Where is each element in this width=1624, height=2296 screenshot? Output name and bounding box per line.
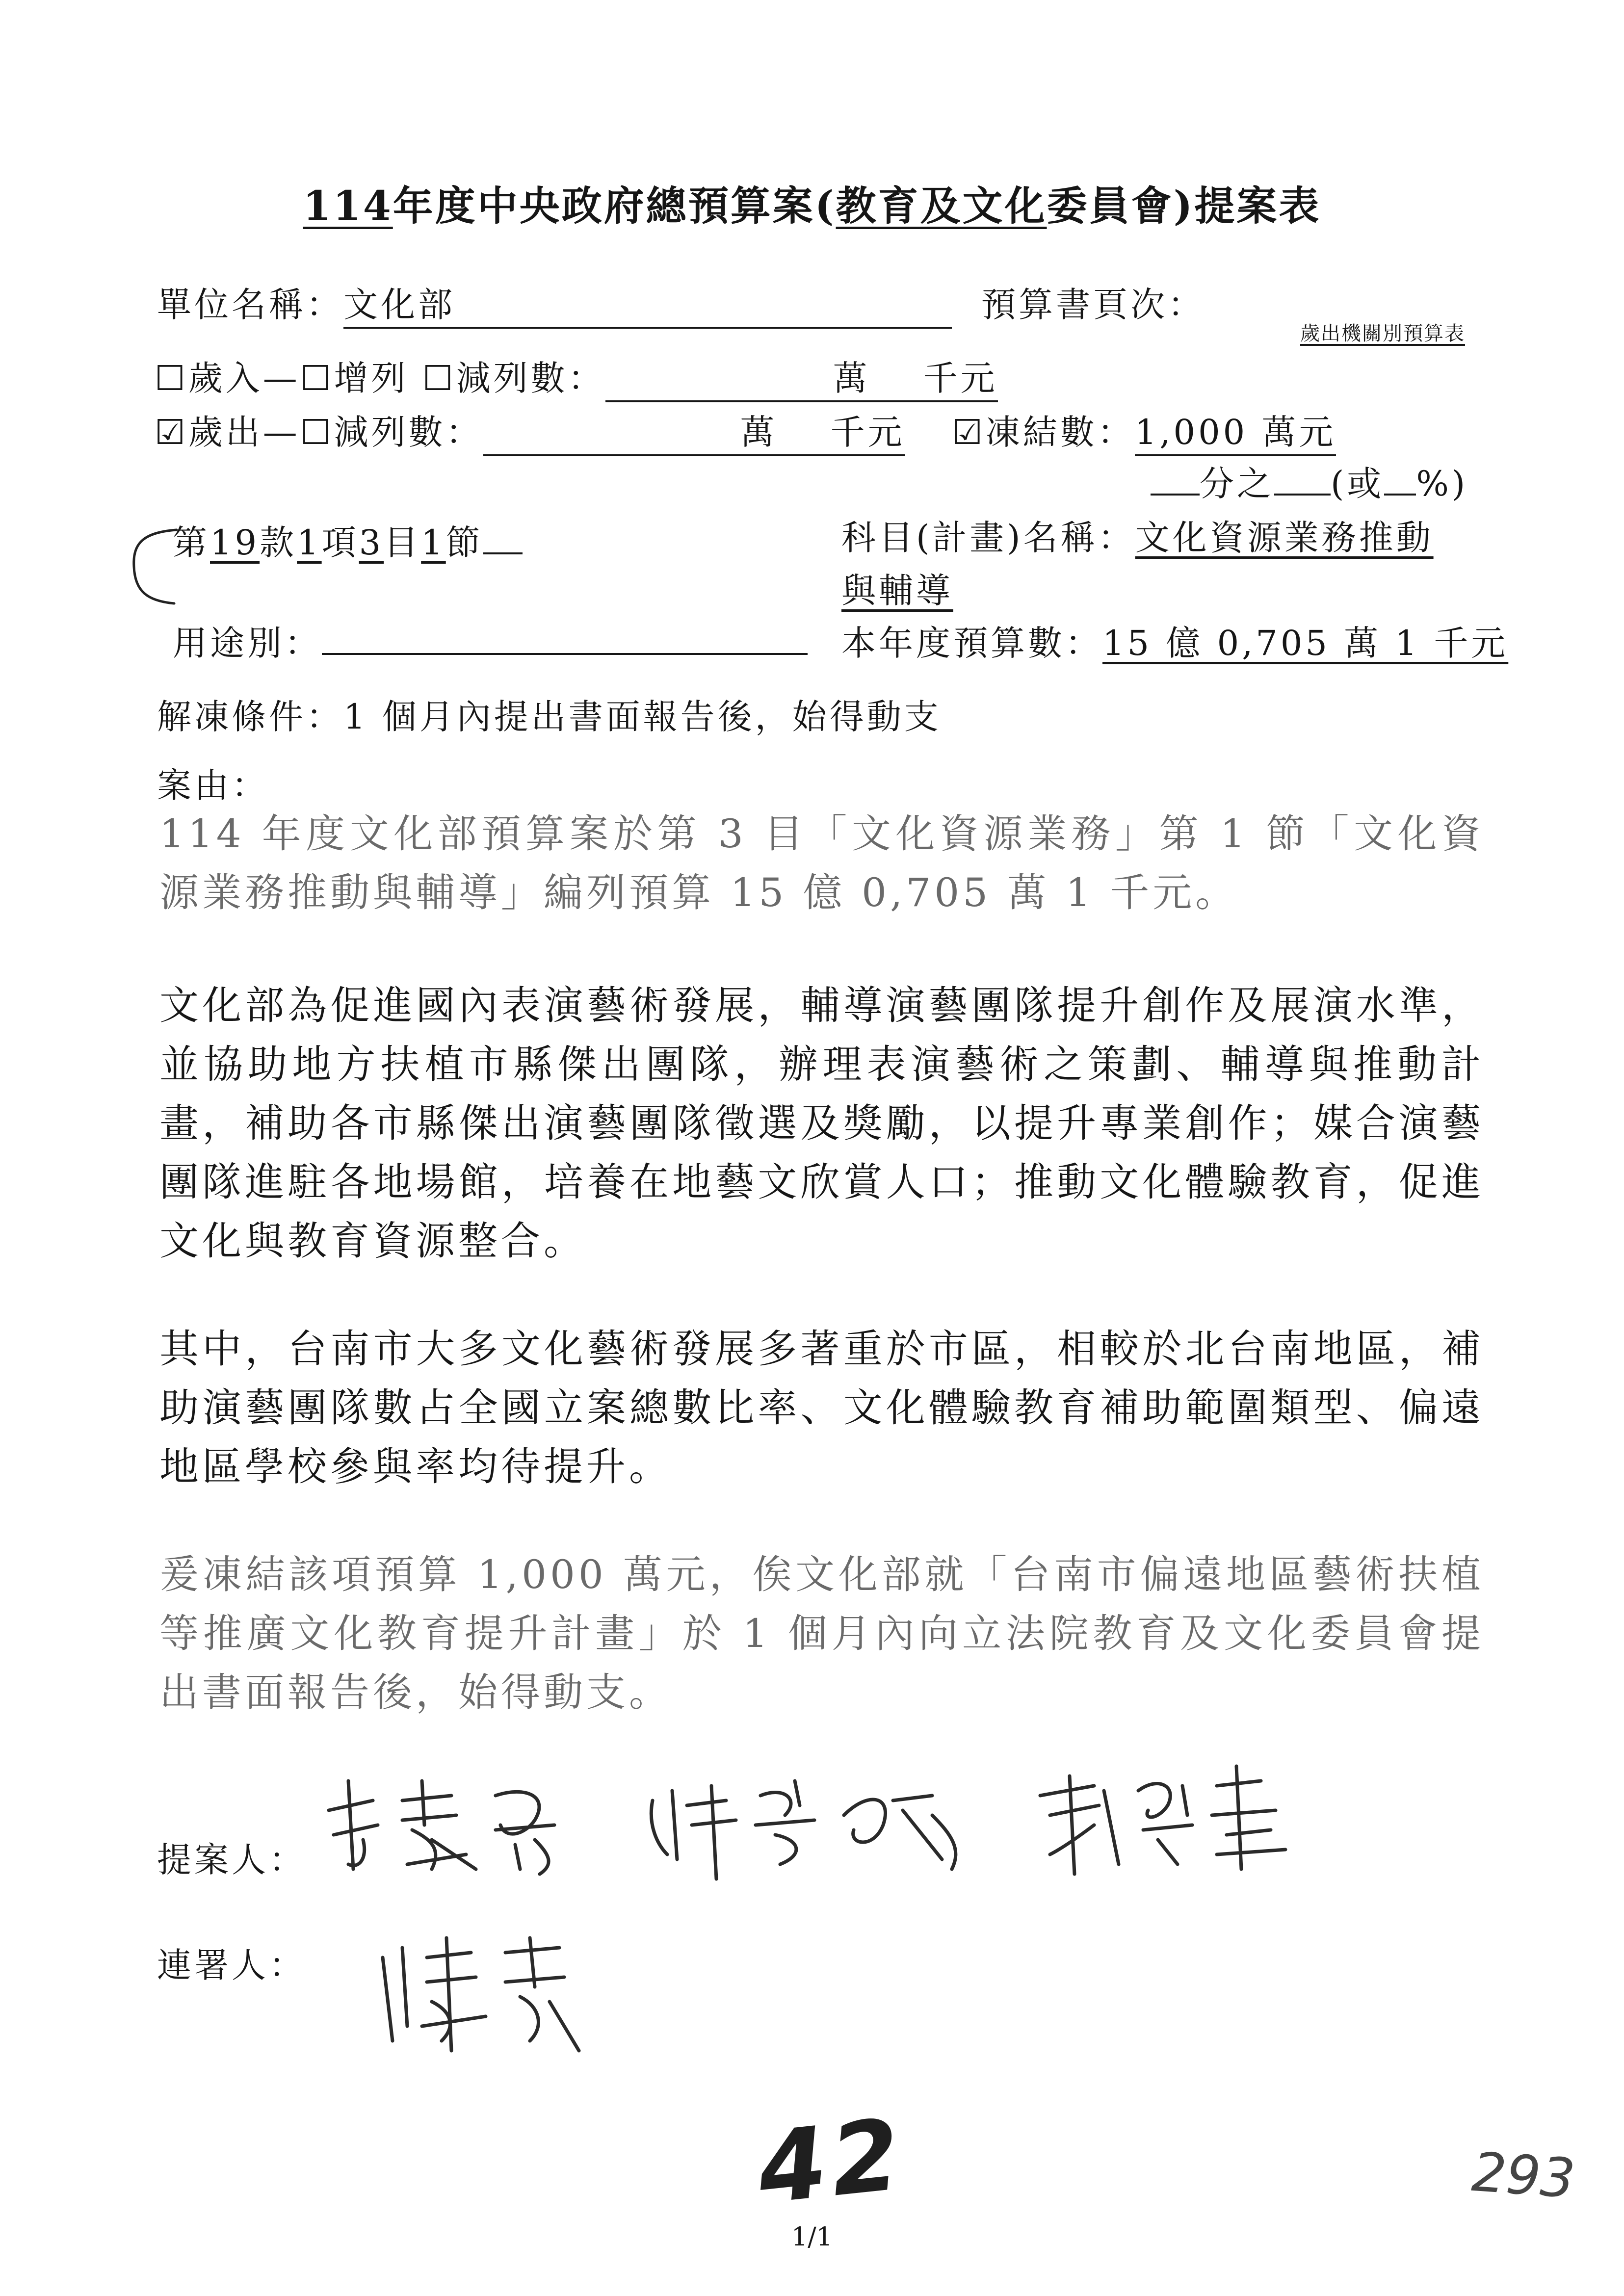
revenue-label: 歲入—: [188, 358, 300, 398]
unfreeze-condition: [157, 689, 942, 739]
title-prefix: 年度中央政府總預算案(: [393, 183, 836, 230]
expenditure-qianyuan-unit: 千元: [778, 405, 905, 456]
reason-label: 案由：: [157, 765, 269, 806]
unit-value: 文化部: [343, 277, 952, 329]
cosigner-signature: [373, 1928, 608, 2065]
reason-paragraph-3: 其中，台南市大多文化藝術發展多著重於市區，相較於北台南地區，補助演藝團隊數占全國立案總數比率、文化體驗教育補助範圍類型、偏遠地區學校參與率均待提升。: [159, 1326, 1484, 1489]
revenue-row: [155, 351, 998, 402]
section-trailing-blank: [483, 552, 523, 554]
expenditure-decrease-checkbox[interactable]: ☐: [300, 412, 334, 452]
fraction-denominator-blank: [1274, 494, 1331, 496]
section-mu-number: 3: [359, 522, 384, 563]
proposer-signature-1: [319, 1766, 594, 1884]
budget-page-label: 預算書頁次：: [981, 285, 1205, 325]
subject-value-line2-text: 與輔導: [841, 571, 953, 611]
unfreeze-value: 1 個月內提出書面報告後，始得動支: [343, 697, 942, 737]
increase-label: 增列: [334, 358, 409, 398]
subject-value-line2: [841, 563, 953, 613]
expenditure-label: 歲出—: [188, 412, 300, 452]
reason-paragraph-1: 114 年度文化部預算案於第 3 目「文化資源業務」第 1 節「文化資源業務推動與輔導」編列預算 15 億 0,705 萬 1 千元。: [159, 811, 1484, 915]
revenue-checkbox[interactable]: ☐: [155, 358, 188, 398]
section-di: 第: [173, 522, 210, 563]
freeze-value: 1,000 萬元: [1135, 405, 1336, 456]
freeze-label: 凍結數：: [985, 412, 1135, 452]
revenue-qianyuan-unit: 千元: [870, 351, 998, 402]
purpose-label: 用途別：: [173, 623, 322, 663]
section-mu-label: 目: [384, 522, 421, 563]
fraction-label: 分之: [1200, 464, 1274, 504]
page-title: [0, 174, 1624, 232]
decrease-checkbox[interactable]: ☐: [422, 358, 456, 398]
section-jie-label: 節: [445, 522, 483, 563]
budget-amount-label: 本年度預算數：: [841, 623, 1102, 663]
revenue-wan-unit: 萬: [605, 351, 870, 402]
handwritten-page-number: 42: [752, 2097, 910, 2226]
budget-amount-value: 15 億 0,705 萬 1 千元: [1102, 623, 1509, 663]
unit-label: 單位名稱：: [157, 285, 343, 325]
proposer-signature-3: [1030, 1756, 1305, 1884]
section-row: [173, 515, 523, 565]
expenditure-decrease-label: 減列數：: [334, 412, 483, 452]
section-kuan-label: 款: [260, 522, 297, 563]
section-xiang-label: 項: [321, 522, 359, 563]
expenditure-row: [155, 405, 905, 456]
expenditure-checkbox[interactable]: ☑: [155, 412, 188, 452]
reason-paragraph-2: 文化部為促進國內表演藝術發展，輔導演藝團隊提升創作及展演水準，並協助地方扶植市縣傑出團隊，辦理表演藝術之策劃、輔導與推動計畫，補助各市縣傑出演藝團隊徵選及獎勵，以提升專業創作；媒合演藝團隊進駐各地場館，培養在地藝文欣賞人口；推動文化體驗教育，促進文化與教育資源整合。: [159, 983, 1484, 1264]
fraction-or: (或: [1331, 464, 1385, 504]
fraction-percent: %): [1416, 464, 1468, 504]
reason-paragraph-4: 爰凍結該項預算 1,000 萬元，俟文化部就「台南市偏遠地區藝術扶植等推廣文化教育提升計畫」於 1 個月內向立法院教育及文化委員會提出書面報告後，始得動支。: [159, 1552, 1484, 1715]
handwritten-corner-number: 293: [1469, 2140, 1577, 2211]
proposer-signature-2: [638, 1761, 991, 1889]
budget-page-note: 歲出機關別預算表: [1300, 322, 1465, 345]
title-committee: 教育及文化: [836, 183, 1047, 230]
freeze-amount-row: [952, 405, 1336, 456]
budget-amount-row: [841, 616, 1508, 665]
purpose-row: [173, 616, 808, 665]
title-suffix: 委員會)提案表: [1047, 183, 1321, 230]
section-xiang-number: 1: [297, 522, 322, 563]
fraction-numerator-blank: [1151, 494, 1200, 496]
cosigner-label: 連署人：: [157, 1945, 306, 1985]
handdrawn-bracket: [125, 522, 179, 616]
subject-value-line1: 文化資源業務推動: [1135, 518, 1434, 558]
freeze-checkbox[interactable]: ☑: [952, 412, 986, 452]
subject-row: [841, 510, 1434, 560]
percent-blank: [1384, 494, 1416, 496]
subject-label: 科目(計畫)名稱：: [841, 518, 1135, 558]
increase-checkbox[interactable]: ☐: [300, 358, 334, 398]
fraction-row: [1151, 456, 1468, 506]
section-kuan-number: 19: [210, 522, 260, 563]
section-jie-number: 1: [421, 522, 446, 563]
purpose-blank: [322, 653, 808, 655]
unit-name-row: [157, 277, 952, 329]
title-year: 114: [303, 183, 393, 230]
expenditure-wan-unit: 萬: [483, 405, 778, 456]
revenue-decrease-label: 減列數：: [456, 358, 605, 398]
unfreeze-label: 解凍條件：: [157, 697, 343, 737]
page-footer: 1/1: [791, 2222, 833, 2252]
proposer-label: 提案人：: [157, 1840, 306, 1880]
